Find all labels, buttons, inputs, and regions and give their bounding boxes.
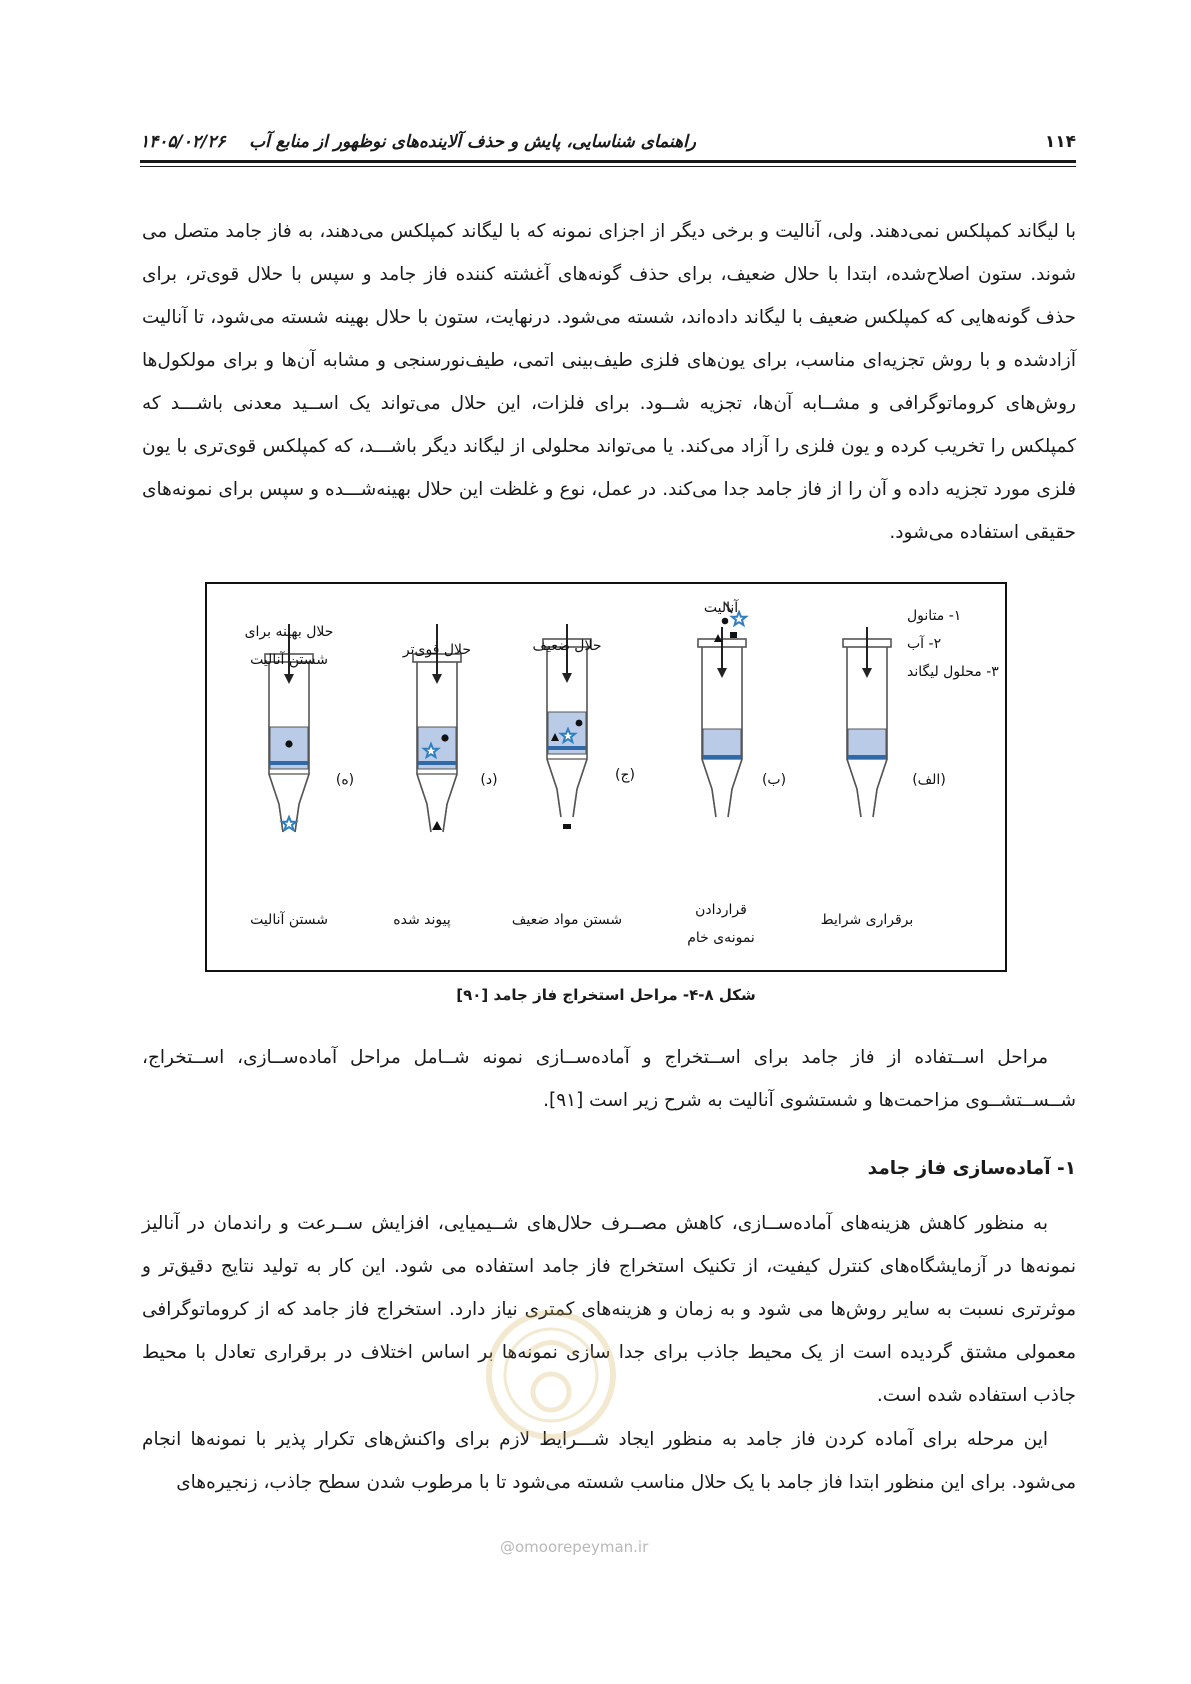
label-jim-top: حلال ضعیف [532,638,602,654]
figure-caption: شکل ۸-۴- مراحل استخراج فاز جامد [۹۰] [456,986,756,1004]
spe-diagram [207,584,1009,974]
watermark-logo [476,1300,626,1450]
watermark-site: @omoorepeyman.ir [500,1538,649,1556]
label-be-bottom-1: قراردادن [695,902,747,918]
header-rule-thin [140,166,1076,167]
header-rule-thick [140,160,1076,163]
header-title: راهنمای شناسایی، پایش و حذف آلاینده‌های نوظهور از منابع آب [249,132,696,152]
paragraph-ligand-elution: با لیگاند کمپلکس نمی‌دهند. ولی، آنالیت و برخی دیگر از اجزای نمونه که با لیگاند کمپلکس می‌دهند، به فاز جامد متصل می شوند. ستون اصلاح‌شده، ابتدا با حلال ضعیف، برای حذف گونه‌های آغشته کننده فاز جامد و سپس با حلال قوی‌تر، برای حذف گونه‌هایی که کمپلکس ضعیف با لیگاند داده‌اند، شسته می‌شود. درنهایت، ستون با حلال بهینه شسته می‌شود، تا آنالیت آزادشده و با روش تجزیه‌ای مناسب، برای یون‌های فلزی طیف‌بینی اتمی، طیف‌نورسنجی و مشابه آن‌ها و برای مولکول‌ها روش‌های کروماتوگرافی و مشــابه آن‌ها، تجزیه شــود. برای فلزات، این حلال می‌تواند یک اســید معدنی باشـــد که کمپلکس را تخریب کرده و یون فلزی را آزاد می‌کند. یا می‌تواند محلولی از لیگاند دیگر باشـــد، که کمپلکس قوی‌تری با یون فلزی مورد تجزیه داده و آن را از فاز جامد جدا می‌کند. در عمل، نوع و غلظت این حلال بهینه‌شـــده و سپس برای نمونه‌های حقیقی استفاده می‌شود. [142,221,1076,543]
page-header [140,118,1076,158]
label-dal-top: حلال قوی‌تر [402,642,472,658]
panel-letter-jim: (ج) [615,767,635,783]
label-alef-bottom: برقراری شرایط [820,912,914,928]
section-heading-preparation: ۱- آماده‌سازی فاز جامد [867,1158,1076,1179]
cartridge-be [698,603,746,817]
panel-letter-be: (ب) [761,772,787,788]
label-he-top-2: شستن آنالیت [250,652,328,668]
label-he-top-1: حلال بهینه برای [244,624,334,640]
spe-steps-figure [205,582,1007,972]
page-number: ۱۱۴ [1044,132,1076,152]
header-date-and-title [140,132,696,152]
cartridge-jim [543,624,591,829]
label-alef-top-2: ۲- آب [907,636,942,652]
paragraph-preparation-purpose: به منظور کاهش هزینه‌های آماده‌ســازی، کاهش مصــرف حلال‌های شــیمیایی، افزایش ســرعت و راندمان در آنالیز نمونه‌ها در آزمایشگاه‌های کنترل کیفیت، از تکنیک استخراج فاز جامد استفاده می شود. این کار به تولید نتایج دقیق‌تر و موثرتری نسبت به سایر روش‌ها می شود و به زمان و هزینه‌های کمتری نیاز دارد. استخراج فاز جامد که از کروماتوگرافی معمولی مشتق گردیده است از یک محیط جاذب برای جدا سازی نمونه‌ها بر اساس اختلاف در برقراری تعادل با محیط جاذب استفاده شده است. [142,1213,1076,1406]
label-he-bottom: شستن آنالیت [250,912,328,928]
header-date: ۱۴۰۵/۰۲/۲۶ [140,132,226,152]
panel-letter-he: (ه) [335,772,355,788]
cartridge-alef [843,627,891,817]
label-jim-bottom: شستن مواد ضعیف [511,912,623,928]
panel-letter-dal: (د) [480,772,498,788]
paragraph-conditioning: این مرحله برای آماده کردن فاز جامد به منظور ایجاد شـــرایط لازم برای واکنش‌های تکرار پذیر با نمونه‌ها انجام می‌شود. برای این منظور ابتدا فاز جامد با یک حلال مناسب شسته می‌شود تا با مرطوب شدن سطح جاذب، زنجیره‌های [142,1429,1076,1493]
label-be-top: آنالیت [703,600,739,616]
paragraph-spe-steps-intro: مراحل اســتفاده از فاز جامد برای اســتخراج و آماده‌ســازی نمونه شــامل مراحل آماده‌ســازی، اســتخراج، شــســتشــوی مزاحمت‌ها و شستشوی آنالیت به شرح زیر است [۹۱]. [142,1047,1076,1111]
label-be-bottom-2: نمونه‌ی خام [687,930,755,946]
label-alef-top-3: ۳- محلول لیگاند [907,664,999,680]
panel-letter-alef: (الف) [912,772,946,788]
label-alef-top-1: ۱- متانول [907,608,962,624]
label-dal-bottom: پیوند شده [393,912,451,928]
